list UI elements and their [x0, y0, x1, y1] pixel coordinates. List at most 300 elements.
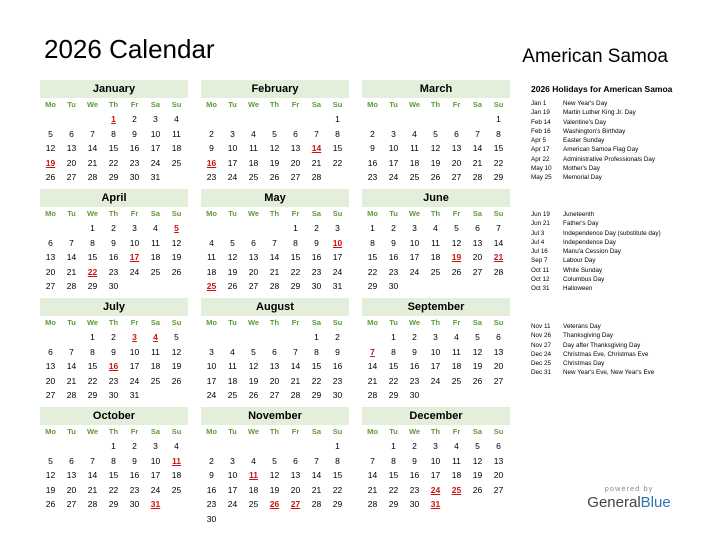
- day-cell: 3: [335, 223, 340, 233]
- holiday-day-cell: 16: [108, 361, 119, 372]
- month-name: May: [201, 189, 349, 207]
- weekday-label: Th: [269, 100, 280, 109]
- weekday-label: We: [86, 209, 99, 218]
- holiday-name: Memorial Day: [563, 174, 602, 182]
- day-cell: 21: [367, 375, 378, 386]
- weekday-label: Fr: [130, 318, 139, 327]
- holiday-name: New Year's Day: [563, 100, 608, 107]
- day-cell: 26: [45, 172, 56, 183]
- weekday-label: Tu: [67, 318, 76, 327]
- empty-day-cell: [285, 112, 306, 127]
- day-cell: 20: [472, 252, 483, 263]
- holiday-date: Nov 27: [531, 341, 551, 349]
- day-cell: 13: [269, 361, 280, 372]
- day-cell: 17: [129, 361, 140, 372]
- empty-day-cell: [383, 112, 404, 127]
- day-cell: 7: [314, 455, 319, 466]
- day-cell: 6: [293, 455, 298, 466]
- weekday-label: Fr: [452, 100, 461, 109]
- holiday-item: [531, 99, 706, 108]
- day-cell: 25: [430, 266, 441, 277]
- holiday-date: Dec 25: [531, 360, 551, 368]
- weekday-label: Mo: [206, 209, 217, 218]
- day-cell: 18: [227, 375, 238, 386]
- day-cell: 11: [172, 128, 181, 139]
- day-cell: 14: [311, 470, 322, 481]
- holiday-item: [531, 173, 706, 182]
- day-cell: 13: [45, 361, 56, 372]
- weekday-label: Sa: [150, 427, 161, 436]
- day-cell: 22: [367, 266, 378, 277]
- empty-day-cell: [243, 112, 264, 127]
- weekday-label: Tu: [389, 209, 398, 218]
- day-cell: 11: [151, 346, 160, 357]
- weekday-label: Th: [430, 318, 441, 327]
- day-cell: 20: [290, 484, 301, 495]
- weekday-label: Th: [430, 100, 441, 109]
- day-cell: 19: [227, 266, 238, 277]
- day-cell: 7: [69, 346, 74, 357]
- day-cell: 15: [87, 252, 98, 263]
- day-cell: 25: [409, 172, 420, 183]
- empty-day-cell: [40, 439, 61, 454]
- day-cell: 29: [388, 499, 399, 510]
- weekday-label: We: [86, 318, 99, 327]
- holiday-item: [531, 266, 706, 275]
- day-cell: 15: [87, 361, 98, 372]
- holiday-name: White Sunday: [563, 266, 603, 274]
- month-november: [201, 407, 349, 527]
- weekday-label: Fr: [130, 209, 139, 218]
- empty-day-cell: [222, 330, 243, 345]
- holiday-day-cell: 19: [45, 157, 56, 168]
- day-cell: 28: [493, 266, 504, 277]
- weekday-label: Fr: [291, 427, 300, 436]
- holiday-item: [531, 145, 706, 154]
- day-cell: 18: [451, 361, 462, 372]
- weekday-label: Su: [332, 427, 343, 436]
- holiday-name: Christmas Eve, Christmas Eve: [563, 350, 649, 358]
- day-cell: 28: [66, 281, 77, 292]
- holiday-day-cell: 5: [174, 223, 179, 233]
- day-cell: 22: [87, 375, 98, 386]
- holiday-date: Sep 7: [531, 257, 548, 265]
- month-july: [40, 298, 188, 403]
- month-name: November: [201, 407, 349, 425]
- day-cell: 20: [290, 157, 301, 168]
- day-cell: 25: [150, 375, 161, 386]
- day-cell: 29: [332, 499, 343, 510]
- weekday-label: Mo: [367, 427, 378, 436]
- day-cell: 3: [230, 128, 235, 139]
- weekday-label: Sa: [311, 427, 322, 436]
- day-cell: 24: [332, 266, 343, 277]
- day-cell: 9: [412, 346, 417, 357]
- month-days-grid: [40, 98, 188, 185]
- day-cell: 6: [496, 332, 501, 342]
- holiday-date: Feb 14: [531, 118, 551, 126]
- day-cell: 10: [430, 455, 441, 466]
- day-cell: 10: [150, 128, 161, 139]
- day-cell: 1: [391, 441, 396, 451]
- day-cell: 7: [293, 346, 298, 357]
- holiday-date: May 25: [531, 174, 552, 182]
- day-cell: 3: [230, 455, 235, 466]
- weekday-label: We: [247, 318, 260, 327]
- day-cell: 8: [90, 346, 95, 357]
- weekday-label: We: [86, 100, 99, 109]
- day-cell: 13: [472, 237, 483, 248]
- month-march: [362, 80, 510, 200]
- day-cell: 31: [332, 281, 343, 292]
- empty-day-cell: [201, 439, 222, 454]
- day-cell: 13: [66, 143, 77, 154]
- day-cell: 29: [108, 172, 119, 183]
- holiday-date: Jul 4: [531, 238, 545, 246]
- empty-day-cell: [264, 330, 285, 345]
- day-cell: 13: [290, 143, 301, 154]
- day-cell: 11: [452, 455, 461, 466]
- holiday-item: [531, 108, 706, 117]
- empty-day-cell: [243, 439, 264, 454]
- month-name: March: [362, 80, 510, 98]
- day-cell: 30: [332, 390, 343, 401]
- holiday-name: American Samoa Flag Day: [563, 146, 639, 154]
- day-cell: 10: [227, 143, 238, 154]
- holiday-name: Halloween: [563, 285, 593, 293]
- month-name: July: [40, 298, 188, 316]
- day-cell: 28: [472, 172, 483, 183]
- day-cell: 23: [388, 266, 399, 277]
- day-cell: 8: [293, 237, 298, 248]
- holiday-date: Jun 21: [531, 220, 550, 228]
- day-cell: 31: [129, 390, 140, 401]
- weekday-label: Fr: [291, 100, 300, 109]
- day-cell: 25: [227, 390, 238, 401]
- holiday-item: [531, 275, 706, 284]
- weekday-label: We: [408, 100, 421, 109]
- day-cell: 6: [454, 128, 459, 139]
- holiday-date: Apr 22: [531, 155, 550, 163]
- day-cell: 18: [150, 361, 161, 372]
- holiday-item: [531, 331, 706, 340]
- day-cell: 2: [314, 223, 319, 233]
- holiday-date: Oct 31: [531, 285, 550, 293]
- day-cell: 20: [493, 470, 504, 481]
- weekday-label: Th: [269, 427, 280, 436]
- day-cell: 9: [209, 470, 214, 481]
- empty-day-cell: [222, 221, 243, 236]
- day-cell: 16: [129, 143, 140, 154]
- holiday-item: [531, 136, 706, 145]
- day-cell: 7: [69, 237, 74, 248]
- holiday-day-cell: 22: [87, 266, 98, 277]
- empty-day-cell: [243, 221, 264, 236]
- empty-day-cell: [362, 439, 383, 454]
- day-cell: 21: [66, 375, 77, 386]
- day-cell: 17: [430, 470, 441, 481]
- day-cell: 17: [409, 252, 420, 263]
- day-cell: 27: [493, 484, 504, 495]
- day-cell: 19: [472, 361, 483, 372]
- brand-name-part2: Blue: [640, 494, 671, 511]
- day-cell: 12: [171, 237, 182, 248]
- weekday-label: We: [86, 427, 99, 436]
- month-days-grid: [201, 425, 349, 527]
- day-cell: 30: [409, 390, 420, 401]
- day-cell: 18: [451, 470, 462, 481]
- weekday-label: Mo: [367, 100, 378, 109]
- holiday-item: [531, 155, 706, 164]
- weekday-label: We: [247, 427, 260, 436]
- month-days-grid: [201, 207, 349, 294]
- day-cell: 1: [111, 441, 116, 451]
- day-cell: 5: [174, 332, 179, 342]
- day-cell: 2: [132, 441, 137, 451]
- day-cell: 14: [290, 361, 301, 372]
- holiday-day-cell: 16: [206, 157, 217, 168]
- holiday-name: Father's Day: [563, 220, 599, 228]
- day-cell: 3: [433, 441, 438, 451]
- day-cell: 12: [248, 361, 259, 372]
- month-name: October: [40, 407, 188, 425]
- weekday-label: Mo: [45, 209, 56, 218]
- day-cell: 7: [314, 128, 319, 139]
- day-cell: 18: [248, 484, 259, 495]
- weekday-label: Tu: [228, 427, 237, 436]
- day-cell: 1: [370, 223, 375, 233]
- weekday-label: Su: [332, 100, 343, 109]
- empty-day-cell: [362, 330, 383, 345]
- day-cell: 13: [248, 252, 259, 263]
- weekday-label: Su: [171, 427, 182, 436]
- day-cell: 19: [45, 484, 56, 495]
- holiday-item: [531, 127, 706, 136]
- weekday-label: Su: [171, 209, 182, 218]
- day-cell: 22: [332, 484, 343, 495]
- day-cell: 16: [311, 252, 322, 263]
- holiday-item: [531, 284, 706, 293]
- month-days-grid: [40, 207, 188, 294]
- weekday-label: Sa: [472, 318, 483, 327]
- weekday-label: Sa: [150, 100, 161, 109]
- day-cell: 26: [430, 172, 441, 183]
- day-cell: 23: [108, 375, 119, 386]
- weekday-label: Mo: [45, 100, 56, 109]
- holiday-name: Independence Day (substitute day): [563, 229, 661, 237]
- holiday-item: [531, 247, 706, 256]
- holiday-item: [531, 238, 706, 247]
- day-cell: 6: [475, 223, 480, 233]
- day-cell: 30: [108, 390, 119, 401]
- weekday-label: Fr: [452, 427, 461, 436]
- day-cell: 5: [251, 346, 256, 357]
- day-cell: 9: [111, 346, 116, 357]
- weekday-label: Sa: [311, 318, 322, 327]
- day-cell: 26: [171, 375, 182, 386]
- day-cell: 28: [367, 499, 378, 510]
- day-cell: 14: [493, 237, 504, 248]
- holiday-day-cell: 25: [451, 484, 462, 495]
- day-cell: 8: [111, 128, 116, 139]
- weekday-label: Su: [493, 427, 504, 436]
- weekday-label: Th: [430, 209, 441, 218]
- day-cell: 7: [272, 237, 277, 248]
- weekday-label: Mo: [367, 318, 378, 327]
- day-cell: 13: [493, 346, 504, 357]
- holiday-name: Veterans Day: [563, 323, 601, 330]
- day-cell: 7: [90, 128, 95, 139]
- empty-day-cell: [243, 330, 264, 345]
- weekday-label: Fr: [452, 318, 461, 327]
- day-cell: 15: [388, 361, 399, 372]
- day-cell: 4: [251, 128, 256, 139]
- day-cell: 23: [409, 484, 420, 495]
- day-cell: 1: [335, 114, 340, 124]
- day-cell: 17: [430, 361, 441, 372]
- day-cell: 7: [370, 455, 375, 466]
- holiday-item: [531, 219, 706, 228]
- weekday-label: Tu: [389, 427, 398, 436]
- day-cell: 24: [150, 484, 161, 495]
- holiday-date: Nov 11: [531, 323, 551, 330]
- day-cell: 25: [248, 172, 259, 183]
- day-cell: 1: [90, 223, 95, 233]
- weekday-label: We: [247, 209, 260, 218]
- day-cell: 14: [367, 470, 378, 481]
- holiday-date: Jul 16: [531, 248, 548, 256]
- holiday-item: [531, 256, 706, 265]
- day-cell: 2: [391, 223, 396, 233]
- day-cell: 13: [290, 470, 301, 481]
- day-cell: 5: [475, 441, 480, 451]
- day-cell: 23: [108, 266, 119, 277]
- day-cell: 5: [230, 237, 235, 248]
- weekday-label: Fr: [452, 209, 461, 218]
- day-cell: 12: [451, 237, 462, 248]
- month-may: [201, 189, 349, 294]
- day-cell: 27: [472, 266, 483, 277]
- holiday-day-cell: 26: [269, 499, 280, 510]
- day-cell: 19: [269, 157, 280, 168]
- day-cell: 20: [66, 484, 77, 495]
- empty-day-cell: [222, 439, 243, 454]
- day-cell: 25: [150, 266, 161, 277]
- day-cell: 23: [206, 172, 217, 183]
- holiday-name: Juneteenth: [563, 211, 595, 218]
- empty-day-cell: [82, 112, 103, 127]
- day-cell: 12: [45, 143, 56, 154]
- brand-powered-by: powered by: [604, 484, 654, 493]
- month-name: September: [362, 298, 510, 316]
- day-cell: 30: [409, 499, 420, 510]
- day-cell: 16: [206, 484, 217, 495]
- empty-day-cell: [222, 112, 243, 127]
- day-cell: 8: [391, 455, 396, 466]
- day-cell: 27: [451, 172, 462, 183]
- holiday-day-cell: 3: [132, 332, 137, 342]
- day-cell: 9: [335, 346, 340, 357]
- day-cell: 12: [472, 346, 483, 357]
- day-cell: 3: [153, 114, 158, 124]
- day-cell: 28: [87, 172, 98, 183]
- holiday-name: Independence Day: [563, 238, 616, 246]
- day-cell: 17: [150, 143, 161, 154]
- day-cell: 3: [153, 441, 158, 451]
- day-cell: 22: [311, 375, 322, 386]
- day-cell: 19: [171, 361, 182, 372]
- day-cell: 26: [472, 484, 483, 495]
- day-cell: 21: [87, 157, 98, 168]
- holiday-name: Manu'a Cession Day: [563, 248, 621, 256]
- empty-day-cell: [362, 112, 383, 127]
- day-cell: 29: [311, 390, 322, 401]
- weekday-label: Mo: [206, 427, 217, 436]
- empty-day-cell: [201, 330, 222, 345]
- weekday-label: Sa: [472, 100, 483, 109]
- day-cell: 2: [412, 441, 417, 451]
- day-cell: 28: [87, 499, 98, 510]
- day-cell: 16: [409, 470, 420, 481]
- day-cell: 5: [433, 128, 438, 139]
- holiday-item: [531, 350, 706, 359]
- day-cell: 30: [129, 172, 140, 183]
- weekday-label: Tu: [228, 209, 237, 218]
- day-cell: 13: [451, 143, 462, 154]
- weekday-label: Su: [493, 318, 504, 327]
- weekday-label: Sa: [150, 209, 161, 218]
- day-cell: 29: [388, 390, 399, 401]
- day-cell: 13: [66, 470, 77, 481]
- day-cell: 17: [150, 470, 161, 481]
- holiday-name: Day after Thanksgiving Day: [563, 341, 641, 349]
- day-cell: 28: [367, 390, 378, 401]
- country-name: American Samoa: [522, 46, 668, 67]
- day-cell: 1: [314, 332, 319, 342]
- day-cell: 27: [290, 172, 301, 183]
- day-cell: 14: [87, 143, 98, 154]
- holiday-group: [531, 322, 706, 378]
- day-cell: 18: [171, 470, 182, 481]
- day-cell: 3: [412, 223, 417, 233]
- day-cell: 11: [452, 346, 461, 357]
- weekday-label: We: [408, 427, 421, 436]
- empty-day-cell: [61, 439, 82, 454]
- day-cell: 2: [111, 332, 116, 342]
- holiday-day-cell: 11: [172, 455, 181, 466]
- empty-day-cell: [306, 112, 327, 127]
- day-cell: 16: [409, 361, 420, 372]
- day-cell: 21: [269, 266, 280, 277]
- day-cell: 20: [248, 266, 259, 277]
- day-cell: 23: [409, 375, 420, 386]
- day-cell: 9: [132, 455, 137, 466]
- holiday-day-cell: 31: [150, 499, 161, 510]
- day-cell: 5: [272, 455, 277, 466]
- day-cell: 29: [87, 281, 98, 292]
- day-cell: 22: [332, 157, 343, 168]
- holiday-item: [531, 229, 706, 238]
- day-cell: 12: [269, 143, 280, 154]
- weekday-label: Th: [108, 209, 119, 218]
- day-cell: 17: [206, 375, 217, 386]
- holiday-day-cell: 21: [493, 252, 504, 263]
- day-cell: 25: [171, 484, 182, 495]
- empty-day-cell: [306, 439, 327, 454]
- day-cell: 21: [66, 266, 77, 277]
- day-cell: 12: [45, 470, 56, 481]
- month-days-grid: [40, 425, 188, 512]
